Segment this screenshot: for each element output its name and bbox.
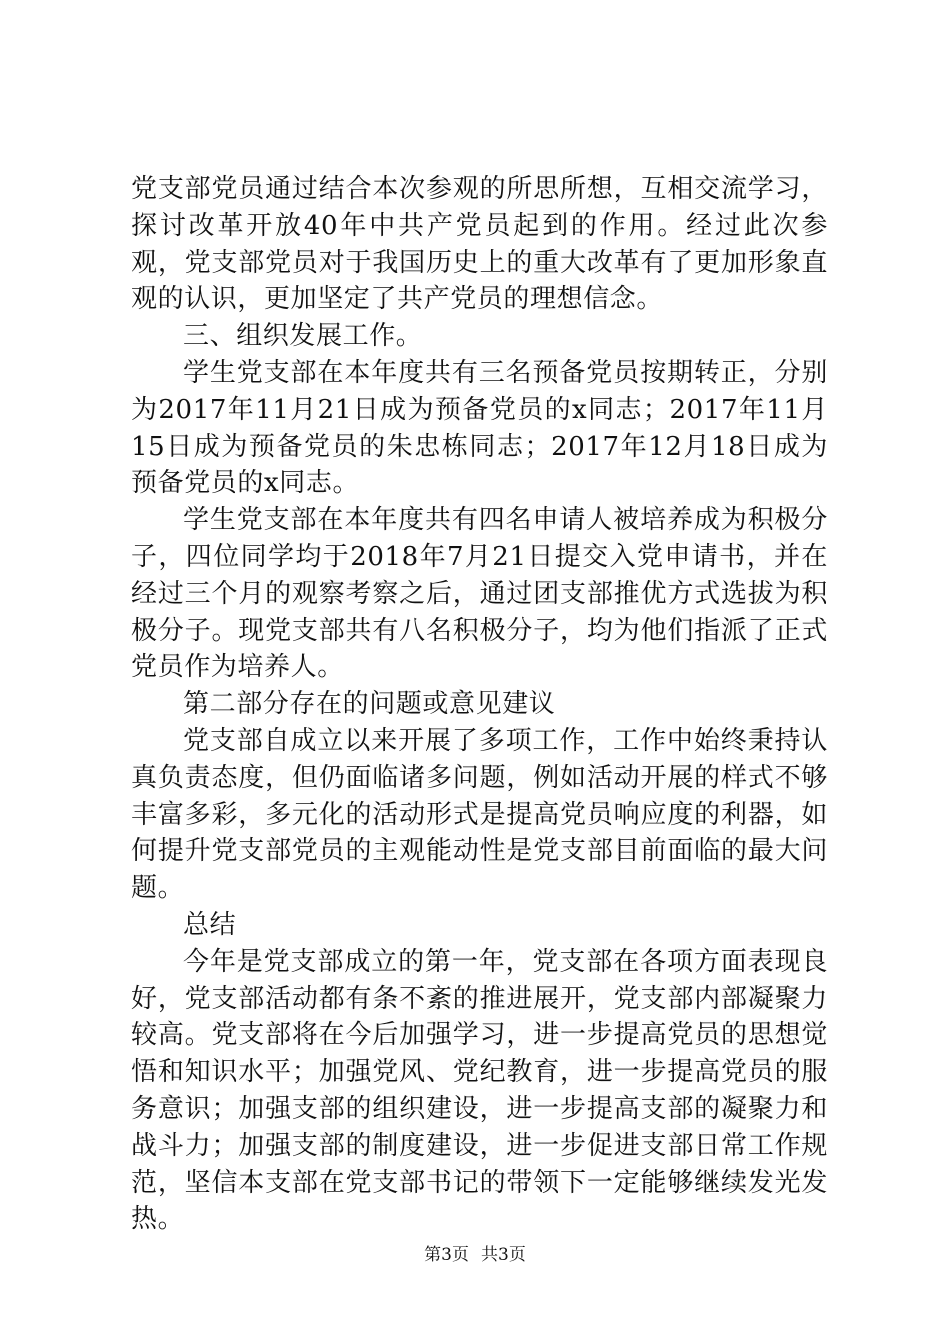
section-heading-organization-development: 三、组织发展工作。 [183,321,423,352]
total-pages: 共3页 [481,1245,526,1265]
paragraph-probationary-members: 学生党支部在本年度共有三名预备党员按期转正，分别为2017年11月21日成为预备党员的x同志；2017年11月15日成为预备党员的朱忠栋同志；2017年12月18日成为预备党员的x同志。 [131,357,828,499]
section-heading-problems: 第二部分存在的问题或意见建议 [183,689,556,720]
section-heading-summary: 总结 [183,909,237,940]
page-footer [0,1243,950,1267]
paragraph-summary: 今年是党支部成立的第一年，党支部在各项方面表现良好，党支部活动都有条不紊的推进展开，党支部内部凝聚力较高。党支部将在今后加强学习，进一步提高党员的思想觉悟和知识水平；加强党风、党纪教育，进一步提高党员的服务意识；加强支部的组织建设，进一步提高支部的凝聚力和战斗力；加强支部的制度建设，进一步促进支部日常工作规范，坚信本支部在党支部书记的带领下一定能够继续发光发热。 [131,946,828,1235]
document-body [131,171,828,1238]
page-number: 第3页 [424,1245,469,1265]
paragraph-activists: 学生党支部在本年度共有四名申请人被培养成为积极分子，四位同学均于2018年7月21日提交入党申请书，并在经过三个月的观察考察之后，通过团支部推优方式选拔为积极分子。现党支部共有八名积极分子，均为他们指派了正式党员作为培养人。 [131,505,828,683]
paragraph-1: 党支部党员通过结合本次参观的所思所想，互相交流学习，探讨改革开放40年中共产党员起到的作用。经过此次参观，党支部党员对于我国历史上的重大改革有了更加形象直观的认识，更加坚定了共产党员的理想信念。 [131,174,828,315]
paragraph-problems: 党支部自成立以来开展了多项工作，工作中始终秉持认真负责态度，但仍面临诸多问题，例如活动开展的样式不够丰富多彩，多元化的活动形式是提高党员响应度的利器，如何提升党支部党员的主观能动性是党支部目前面临的最大问题。 [131,725,828,904]
